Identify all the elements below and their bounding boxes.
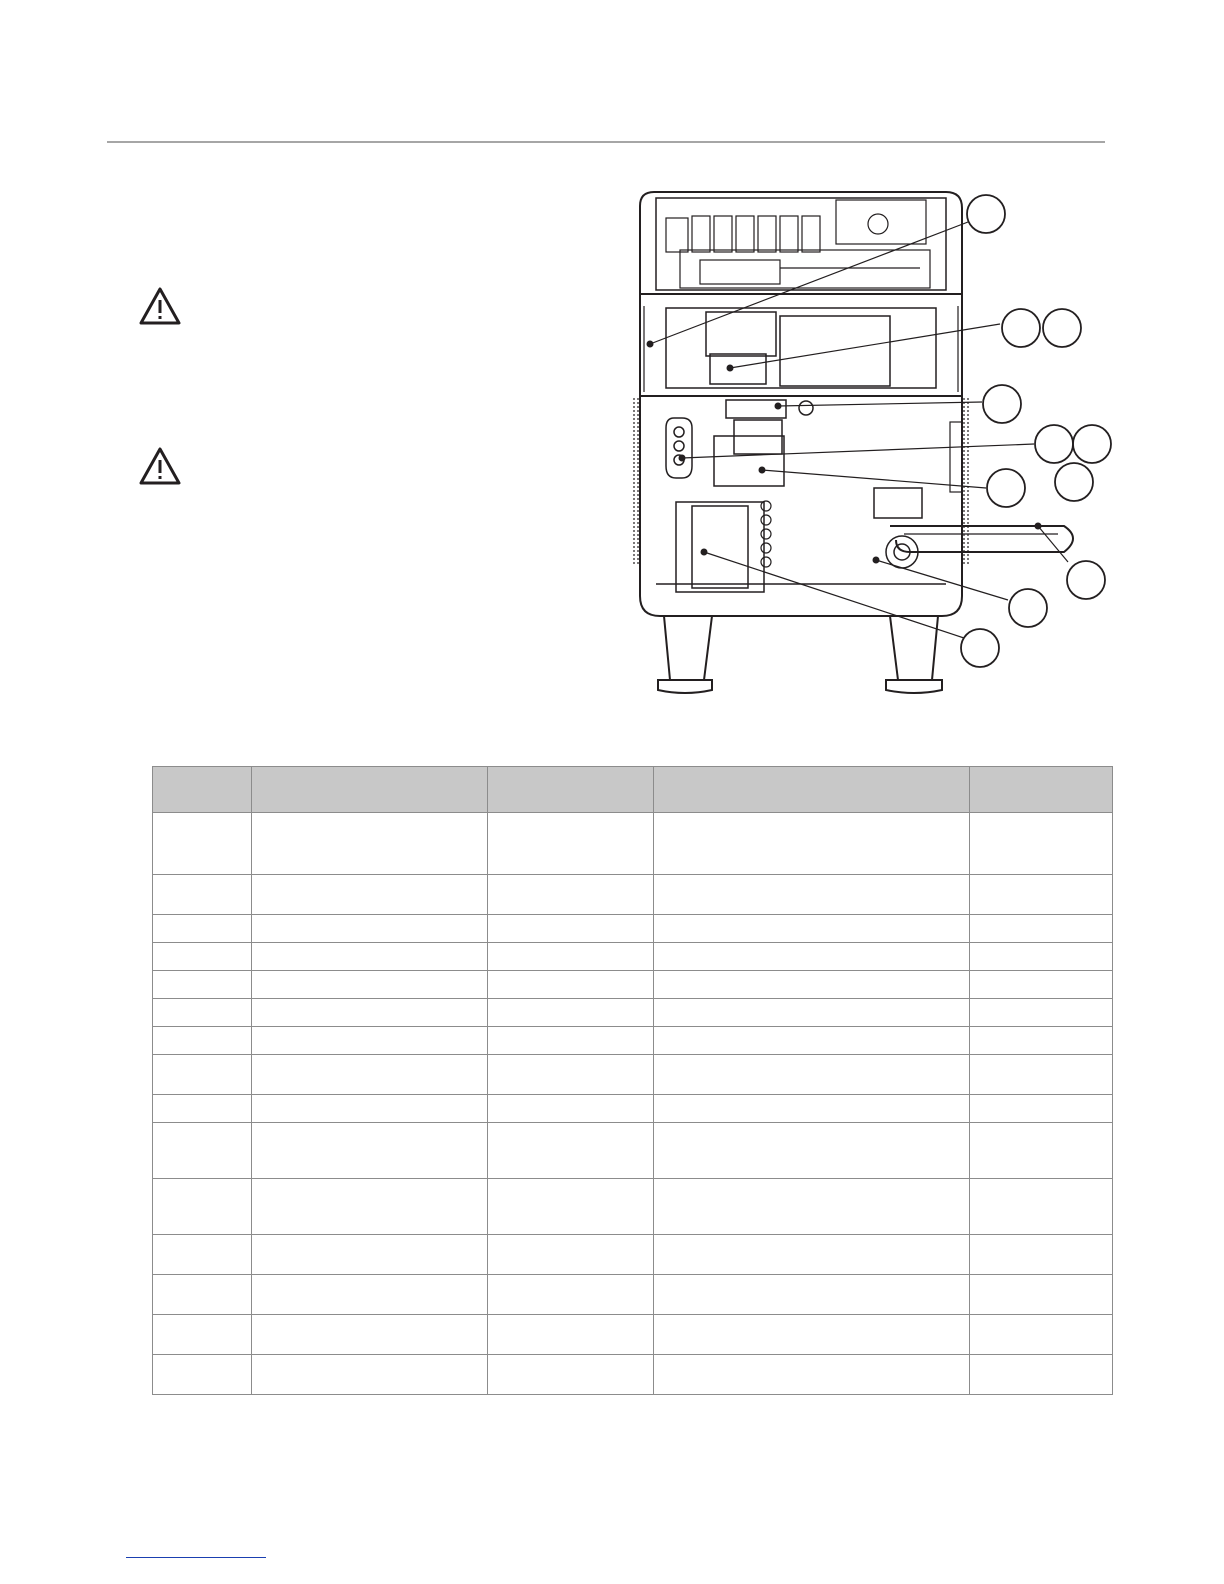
table-row xyxy=(153,1315,1113,1355)
table-row xyxy=(153,971,1113,999)
table-cell xyxy=(488,813,654,875)
table-row xyxy=(153,813,1113,875)
table-cell xyxy=(488,1027,654,1055)
table-row xyxy=(153,875,1113,915)
table-cell xyxy=(153,1179,252,1235)
table-cell xyxy=(654,1235,970,1275)
table-cell xyxy=(252,813,488,875)
table-cell xyxy=(970,1275,1113,1315)
table-cell xyxy=(252,1315,488,1355)
table-cell xyxy=(252,1095,488,1123)
table-cell xyxy=(654,813,970,875)
table-cell xyxy=(654,1027,970,1055)
footer-link-underline[interactable] xyxy=(126,1557,266,1558)
table-cell xyxy=(153,943,252,971)
table-cell xyxy=(970,1235,1113,1275)
table-cell xyxy=(654,1315,970,1355)
table-cell xyxy=(252,971,488,999)
column-header xyxy=(970,767,1113,813)
table-cell xyxy=(488,1235,654,1275)
table-cell xyxy=(654,1123,970,1179)
table-row xyxy=(153,1055,1113,1095)
table-cell xyxy=(970,943,1113,971)
parts-table xyxy=(152,766,1113,1395)
table-cell xyxy=(153,1355,252,1395)
table-cell xyxy=(488,1355,654,1395)
warning-triangle-icon xyxy=(138,446,182,486)
table-cell xyxy=(654,971,970,999)
table-cell xyxy=(654,1275,970,1315)
table-cell xyxy=(970,1123,1113,1179)
table-cell xyxy=(252,1355,488,1395)
table-row xyxy=(153,915,1113,943)
table-cell xyxy=(252,1123,488,1179)
column-header xyxy=(153,767,252,813)
table-cell xyxy=(488,1095,654,1123)
appliance-cutaway-diagram xyxy=(620,186,1120,700)
table-row xyxy=(153,1123,1113,1179)
table-cell xyxy=(153,1315,252,1355)
table-cell xyxy=(153,813,252,875)
table-cell xyxy=(153,971,252,999)
table-cell xyxy=(488,971,654,999)
table-cell xyxy=(488,1123,654,1179)
table-cell xyxy=(488,943,654,971)
table-cell xyxy=(970,1027,1113,1055)
table-cell xyxy=(970,1055,1113,1095)
table-cell xyxy=(654,875,970,915)
table-cell xyxy=(252,1235,488,1275)
header-rule xyxy=(107,141,1105,143)
table-cell xyxy=(654,915,970,943)
table-row xyxy=(153,1235,1113,1275)
table-cell xyxy=(252,1275,488,1315)
table-row xyxy=(153,1179,1113,1235)
table-row xyxy=(153,943,1113,971)
table-cell xyxy=(654,1095,970,1123)
table-row xyxy=(153,1355,1113,1395)
table-cell xyxy=(252,915,488,943)
table-header-row xyxy=(153,767,1113,813)
table-cell xyxy=(970,1355,1113,1395)
table-cell xyxy=(153,875,252,915)
warning-triangle-icon xyxy=(138,286,182,326)
column-header xyxy=(488,767,654,813)
table-cell xyxy=(488,1179,654,1235)
table-cell xyxy=(252,1179,488,1235)
table-cell xyxy=(153,1055,252,1095)
table-cell xyxy=(970,1315,1113,1355)
table-cell xyxy=(654,1055,970,1095)
table-cell xyxy=(153,915,252,943)
table-cell xyxy=(252,943,488,971)
table-cell xyxy=(153,1027,252,1055)
table-cell xyxy=(252,875,488,915)
table-cell xyxy=(153,1123,252,1179)
table-cell xyxy=(488,875,654,915)
parts-table-body xyxy=(153,813,1113,1395)
table-row xyxy=(153,1275,1113,1315)
table-cell xyxy=(488,1275,654,1315)
table-cell xyxy=(654,1179,970,1235)
table-cell xyxy=(252,1055,488,1095)
table-cell xyxy=(252,1027,488,1055)
table-row xyxy=(153,999,1113,1027)
table-cell xyxy=(970,915,1113,943)
table-cell xyxy=(153,1095,252,1123)
table-cell xyxy=(970,971,1113,999)
table-cell xyxy=(970,999,1113,1027)
table-cell xyxy=(654,999,970,1027)
table-row xyxy=(153,1095,1113,1123)
table-cell xyxy=(488,1055,654,1095)
table-cell xyxy=(153,1275,252,1315)
table-cell xyxy=(488,915,654,943)
column-header xyxy=(654,767,970,813)
table-cell xyxy=(488,999,654,1027)
column-header xyxy=(252,767,488,813)
table-cell xyxy=(252,999,488,1027)
table-cell xyxy=(488,1315,654,1355)
table-cell xyxy=(654,943,970,971)
table-cell xyxy=(153,999,252,1027)
table-cell xyxy=(970,1179,1113,1235)
table-cell xyxy=(970,875,1113,915)
table-cell xyxy=(970,1095,1113,1123)
table-cell xyxy=(654,1355,970,1395)
table-cell xyxy=(970,813,1113,875)
table-row xyxy=(153,1027,1113,1055)
table-cell xyxy=(153,1235,252,1275)
